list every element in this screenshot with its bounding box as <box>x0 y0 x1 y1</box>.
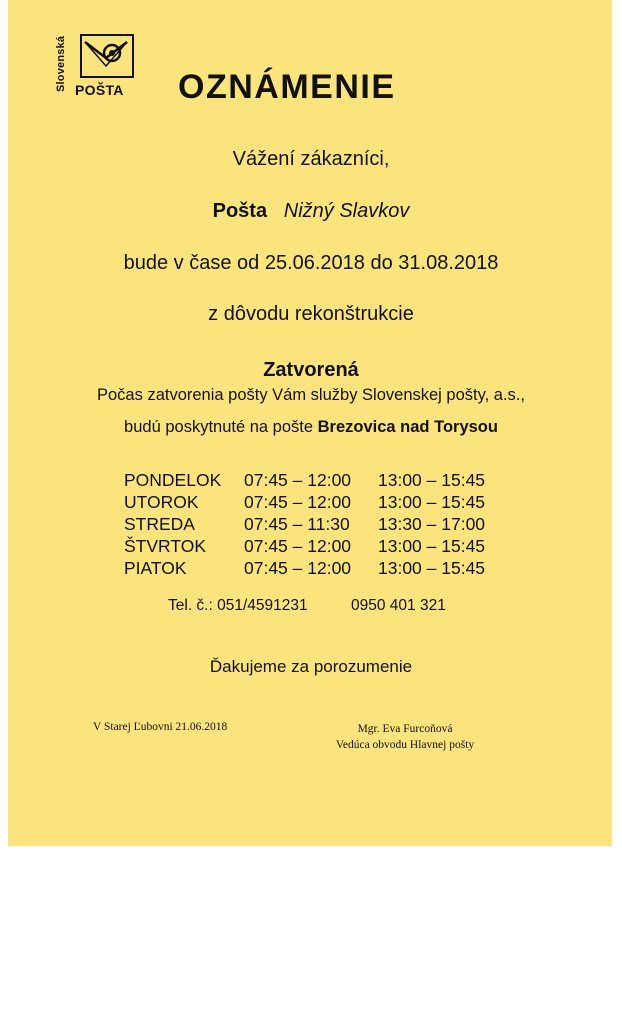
signature-block <box>330 721 480 753</box>
hours-morning: 07:45 – 12:00 <box>244 492 352 512</box>
hours-afternoon: 13:00 – 15:45 <box>378 492 486 512</box>
hours-morning: 07:45 – 12:00 <box>244 558 352 578</box>
hours-afternoon: 13:00 – 15:45 <box>378 470 486 490</box>
hours-day: UTOROK <box>124 492 199 512</box>
alternate-office: Brezovica nad Torysou <box>317 418 498 436</box>
page-title: OZNÁMENIE <box>178 68 396 106</box>
signer-title: Vedúca obvodu Hlavnej pošty <box>335 739 475 751</box>
mobile-number: 0950 401 321 <box>351 597 446 614</box>
info-line-1: Počas zatvorenia pošty Vám služby Slovenskej pošty, a.s., <box>97 386 525 404</box>
hours-afternoon: 13:30 – 17:00 <box>378 514 486 534</box>
hours-day: PIATOK <box>124 558 187 578</box>
thanks-text: Ďakujeme za porozumenie <box>209 657 413 676</box>
hours-morning: 07:45 – 12:00 <box>244 536 352 556</box>
logo-brand-text: POŠTA <box>75 82 124 98</box>
post-horn-icon <box>80 34 134 78</box>
status-badge: Zatvorená <box>263 359 359 381</box>
logo-vertical-text: Slovenská <box>55 35 67 93</box>
place-date: V Starej Ľubovni 21.06.2018 <box>93 721 228 733</box>
hours-day: ŠTVRTOK <box>124 536 207 556</box>
closure-period: bude v čase od 25.06.2018 do 31.08.2018 <box>123 252 499 274</box>
phone-number: Tel. č.: 051/4591231 <box>168 597 308 614</box>
hours-morning: 07:45 – 11:30 <box>244 514 350 534</box>
hours-afternoon: 13:00 – 15:45 <box>378 536 486 556</box>
hours-morning: 07:45 – 12:00 <box>244 470 352 490</box>
hours-day: STREDA <box>124 514 195 534</box>
greeting: Vážení zákazníci, <box>232 148 390 170</box>
office-name: Nižný Slavkov <box>283 200 410 222</box>
hours-day: PONDELOK <box>124 470 222 490</box>
info-line-2 <box>0 418 622 437</box>
hours-afternoon: 13:00 – 15:45 <box>378 558 486 578</box>
office-line <box>0 200 622 223</box>
info-line-2-prefix: budú poskytnuté na pošte <box>124 418 314 436</box>
signer-name: Mgr. Eva Furcoňová <box>357 723 453 735</box>
closure-reason: z dôvodu rekonštrukcie <box>208 303 414 325</box>
office-prefix: Pošta <box>212 200 268 222</box>
